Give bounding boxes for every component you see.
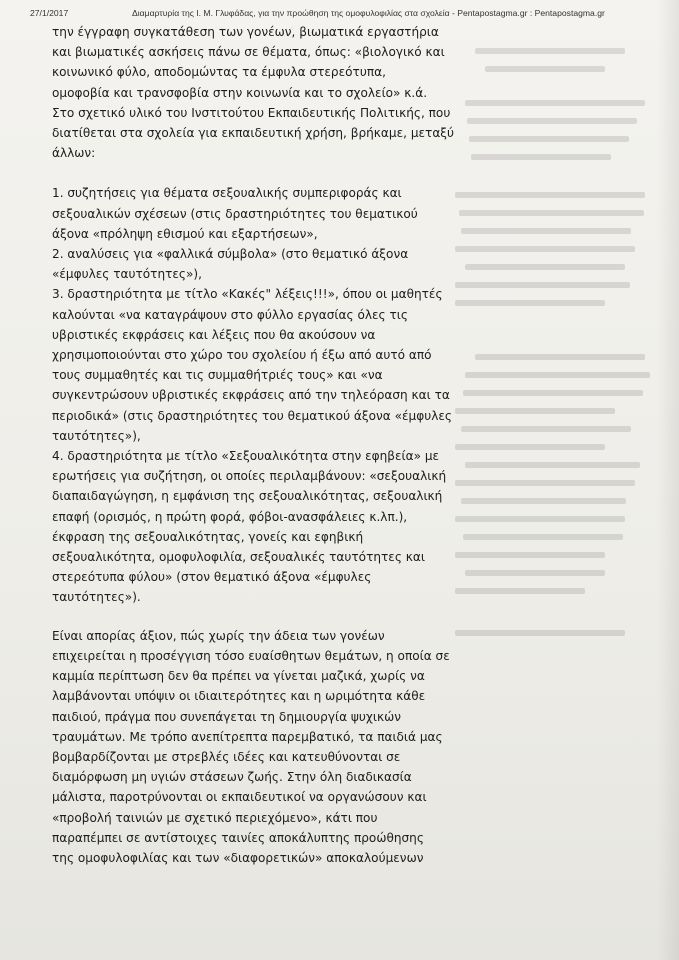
text-line: «έμφυλες ταυτότητες»), xyxy=(52,267,202,282)
list-item-1 xyxy=(52,183,492,244)
text-line: στερεότυπα φύλου» (στον θεματικό άξονα «έμφυλες xyxy=(52,570,372,585)
text-line: «προβολή ταινιών με σχετικό περιεχόμενο», κάτι που xyxy=(52,810,378,825)
text-line: συγκεντρώσουν υβριστικές εκφράσεις από την τηλεόραση και τα xyxy=(52,388,450,403)
text-line: και βιωματικές ασκήσεις πάνω σε θέματα, όπως: «βιολογικό και xyxy=(52,45,445,60)
list-item-2 xyxy=(52,244,492,284)
text-line: καμμία περίπτωση δεν θα πρέπει να γίνεται μαζικά, χωρίς να xyxy=(52,669,425,684)
text-line: σεξουαλικότητα, ομοφυλοφιλία, σεξουαλικές ταυτότητες και xyxy=(52,550,425,565)
page-edge-shadow xyxy=(657,0,679,960)
text-line: 4. δραστηριότητα με τίτλο «Σεξουαλικότητα στην εφηβεία» με xyxy=(52,449,440,464)
closing-paragraph xyxy=(52,626,492,868)
print-header xyxy=(30,8,665,22)
text-line: σεξουαλικών σχέσεων (στις δραστηριότητες του θεματικού xyxy=(52,206,418,221)
text-line: κοινωνικό φύλο, αποδομώντας τα έμφυλα στερεότυπα, xyxy=(52,65,386,80)
article-body xyxy=(52,22,492,868)
text-line: τους συμμαθητές και τις συμμαθήτριές τους» και «να xyxy=(52,368,383,383)
text-line: διαμόρφωση μη υγιών στάσεων ζωής. Στην όλη διαδικασία xyxy=(52,770,412,785)
text-line: άλλων: xyxy=(52,146,96,161)
text-line: λαμβάνονται υπόψιν οι ιδιαιτερότητες και η ωριμότητα κάθε xyxy=(52,689,426,704)
numbered-list xyxy=(52,183,492,607)
text-line: 1. συζητήσεις για θέματα σεξουαλικής συμπεριφοράς και xyxy=(52,186,402,201)
text-line: καλούνται «να καταγράψουν στο φύλλο εργασίας όλες τις xyxy=(52,307,408,322)
text-line: επαφή (ορισμός, η πρώτη φορά, φόβοι-ανασφάλειες κ.λπ.), xyxy=(52,509,408,524)
text-line: Στο σχετικό υλικό του Ινστιτούτου Εκπαιδευτικής Πολιτικής, που xyxy=(52,105,451,120)
text-line: άξονα «πρόληψη εθισμού και εξαρτήσεων», xyxy=(52,226,318,241)
text-line: τραυμάτων. Με τρόπο ανεπίτρεπτα παρεμβατικό, τα παιδιά μας xyxy=(52,729,443,744)
text-line: βομβαρδίζονται με στρεβλές ιδέες και κατευθύνονται σε xyxy=(52,749,401,764)
text-line: χρησιμοποιούνται στο χώρο του σχολείου ή έξω από αυτό από xyxy=(52,348,432,363)
text-line: ομοφοβία και τρανσφοβία στην κοινωνία και το σχολείο» κ.ά. xyxy=(52,85,428,100)
text-line: ερωτήσεις για συζήτηση, οι οποίες περιλαμβάνουν: «σεξουαλική xyxy=(52,469,447,484)
text-line: περιοδικά» (στις δραστηριότητες του θεματικού άξονα «έμφυλες xyxy=(52,408,453,423)
text-line: διατίθεται στα σχολεία για εκπαιδευτική χρήση, βρήκαμε, μεταξύ xyxy=(52,126,455,141)
text-line: την έγγραφη συγκατάθεση των γονέων, βιωματικά εργαστήρια xyxy=(52,25,439,39)
text-line: παραπέμπει σε αντίστοιχες ταινίες αποκάλυπτης προώθησης xyxy=(52,830,424,845)
text-line: επιχειρείται η προσέγγιση τόσο ευαίσθητων θεμάτων, η οποία σε xyxy=(52,648,450,663)
text-line: μάλιστα, παροτρύνονται οι εκπαιδευτικοί να οργανώσουν και xyxy=(52,790,427,805)
text-line: έκφραση της σεξουαλικότητας, γονείς και εφηβική xyxy=(52,529,364,544)
text-line: υβριστικές εκφράσεις και λέξεις που θα ακούσουν να xyxy=(52,327,376,342)
text-line: της ομοφυλοφιλίας και των «διαφορετικών» αποκαλούμενων xyxy=(52,850,424,865)
text-line: ταυτότητες»), xyxy=(52,428,141,443)
text-line: 3. δραστηριότητα με τίτλο «Κακές" λέξεις!!!», όπου οι μαθητές xyxy=(52,287,443,302)
text-line: διαπαιδαγώγηση, η εμφάνιση της σεξουαλικότητας, σεξουαλική xyxy=(52,489,443,504)
text-line: 2. αναλύσεις για «φαλλικά σύμβολα» (στο θεματικό άξονα xyxy=(52,247,409,262)
list-item-4 xyxy=(52,446,492,608)
text-line: παιδιού, πράγμα που συνεπάγεται τη δημιουργία ψυχικών xyxy=(52,709,401,724)
print-date: 27/1/2017 xyxy=(30,8,69,18)
list-item-3 xyxy=(52,284,492,446)
text-line: ταυτότητες»). xyxy=(52,590,141,605)
text-line: Είναι απορίας άξιον, πώς χωρίς την άδεια των γονέων xyxy=(52,628,385,643)
intro-paragraph xyxy=(52,22,492,163)
print-title: Διαμαρτυρία της Ι. Μ. Γλυφάδας, για την προώθηση της ομοφυλοφιλίας στα σχολεία - Pentapostagma.gr : Pentapostagma.gr xyxy=(132,8,605,18)
